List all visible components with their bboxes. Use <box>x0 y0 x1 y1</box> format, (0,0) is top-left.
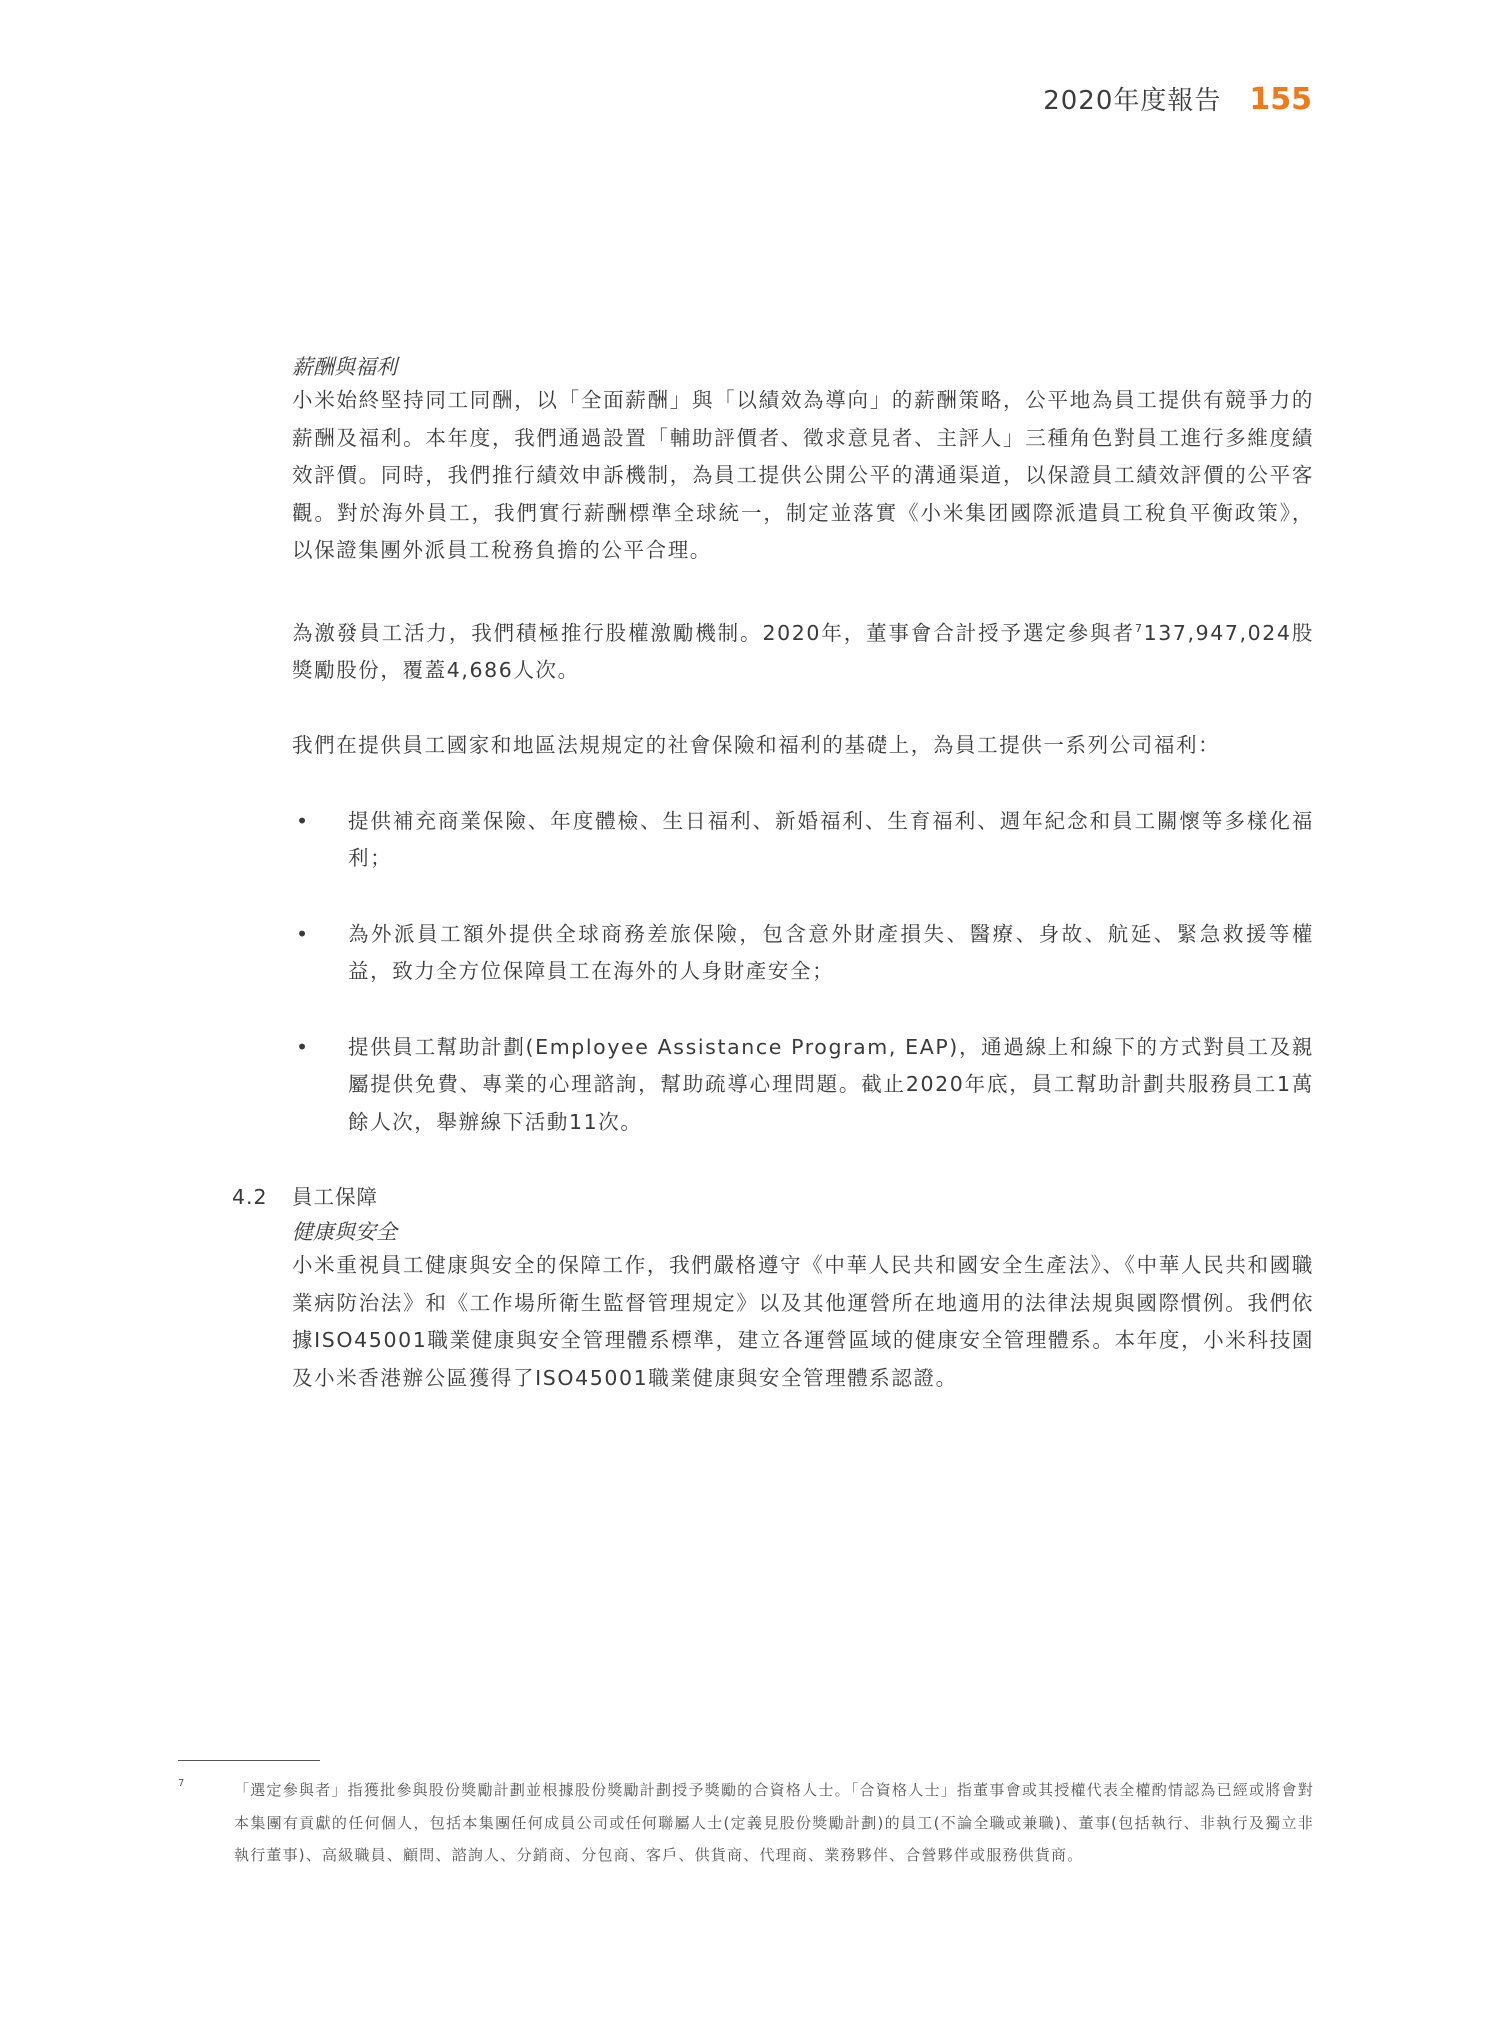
footnote-text: 「選定參與者」指獲批參與股份獎勵計劃並根據股份獎勵計劃授予獎勵的合資格人士。「合資格人士」指董事會或其授權代表全權酌情認為已經或將會對本集團有貢獻的任何個人，包括本集團任何成員公司或任何聯屬人士(定義見股份獎勵計劃)的員工(不論全職或兼職)、董事(包括執行、非執行及獨立非執行董事)、高級職員、顧問、諮詢人、分銷商、分包商、客戶、供貨商、代理商、業務夥伴、合營夥伴或服務供貨商。 <box>234 1781 1314 1864</box>
list-item-text: 提供員工幫助計劃(Employee Assistance Program, EAP)，通過線上和線下的方式對員工及親屬提供免費、專業的心理諮詢，幫助疏導心理問題。截止2020年底，員工幫助計劃共服務員工1萬餘人次，舉辦線下活動11次。 <box>348 1034 1314 1134</box>
health-safety-paragraph: 小米重視員工健康與安全的保障工作，我們嚴格遵守《中華人民共和國安全生產法》、《中華人民共和國職業病防治法》和《工作場所衛生監督管理規定》以及其他運營所在地適用的法律法規與國際慣例。我們依據ISO45001職業健康與安全管理體系標準，建立各運營區域的健康安全管理體系。本年度，小米科技園及小米香港辦公區獲得了ISO45001職業健康與安全管理體系認證。 <box>292 1253 1314 1390</box>
section-body <box>232 1217 1314 1397</box>
benefits-list <box>292 803 1314 1142</box>
bullet-icon: • <box>296 921 310 946</box>
compensation-paragraph-1: 小米始終堅持同工同酬，以「全面薪酬」與「以績效為導向」的薪酬策略，公平地為員工提供有競爭力的薪酬及福利。本年度，我們通過設置「輔助評價者、徵求意見者、主評人」三種角色對員工進行多維度績效評價。同時，我們推行績效申訴機制，為員工提供公開公平的溝通渠道，以保證員工績效評價的公平客觀。對於海外員工，我們實行薪酬標準全球統一，制定並落實《小米集团國際派遣員工稅負平衡政策》，以保證集團外派員工稅務負擔的公平合理。 <box>292 388 1314 562</box>
list-item-text: 為外派員工額外提供全球商務差旅保險，包含意外財產損失、醫療、身故、航延、緊急救援等權益，致力全方位保障員工在海外的人身財產安全； <box>348 921 1314 984</box>
paragraph-2-text-b: 137,947,024股獎勵股份，覆蓋4,686人次。 <box>292 620 1314 682</box>
footnote-divider <box>178 1760 320 1761</box>
list-item-text: 提供補充商業保險、年度體檢、生日福利、新婚福利、生育福利、週年紀念和員工關懷等多樣化福利； <box>348 808 1314 871</box>
employee-protection-section <box>232 1181 1314 1397</box>
list-item <box>292 1029 1314 1142</box>
paragraph-2-text-a: 為激發員工活力，我們積極推行股權激勵機制。2020年，董事會合計授予選定參與者 <box>292 620 1135 645</box>
compensation-section <box>292 352 1314 1179</box>
bullet-icon: • <box>296 808 310 833</box>
footnote-reference: 7 <box>1134 621 1144 635</box>
page-header <box>1043 80 1312 117</box>
compensation-heading: 薪酬與福利 <box>292 355 397 379</box>
list-item <box>292 916 1314 991</box>
section-title: 員工保障 <box>292 1185 378 1209</box>
footnote <box>178 1774 1314 1872</box>
compensation-paragraph-2 <box>292 610 1314 690</box>
section-heading <box>232 1181 1314 1213</box>
section-number: 4.2 <box>232 1185 268 1209</box>
report-title: 2020年度報告 <box>1043 86 1222 116</box>
compensation-paragraph-3: 我們在提供員工國家和地區法規規定的社會保險和福利的基礎上，為員工提供一系列公司福利： <box>292 733 1221 758</box>
footnote-mark: 7 <box>178 1778 185 1789</box>
list-item <box>292 803 1314 878</box>
health-safety-heading: 健康與安全 <box>292 1220 397 1244</box>
bullet-icon: • <box>296 1034 310 1059</box>
page-number: 155 <box>1249 82 1312 117</box>
